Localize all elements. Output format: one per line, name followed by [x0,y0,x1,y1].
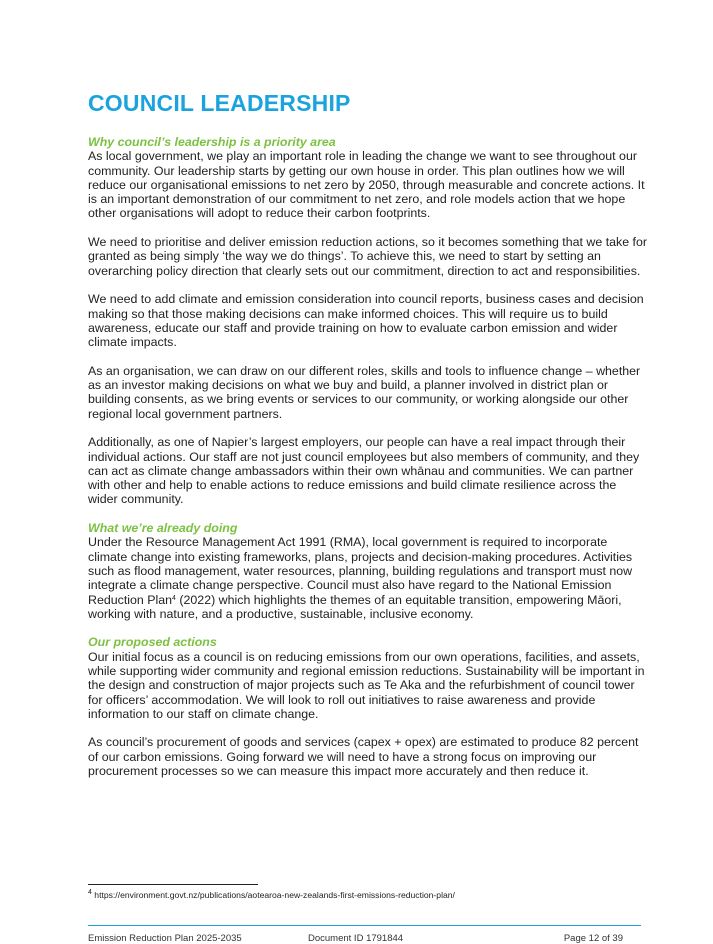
footer-document-id: Document ID 1791844 [308,933,404,944]
paragraph: We need to prioritise and deliver emission reduction actions, so it becomes something that we take for granted as being simply ‘the way we do things’. To achieve this, we need to start by setting an overarching policy direction that clearly sets out our commitment, direction to act and responsibilities. [88,235,648,278]
footer-document-title: Emission Reduction Plan 2025-2035 [88,933,242,944]
paragraph: As an organisation, we can draw on our different roles, skills and tools to influence change – whether as an investor making decisions on what we buy and build, a planner involved in district plan or building consents, as we bring events or services to our community, or working alongside our other regional local government partners. [88,363,641,421]
footnote-divider [88,884,258,885]
page-title: COUNCIL LEADERSHIP [88,90,351,116]
footnote-number: 4 [88,889,92,896]
footnote-link[interactable]: https://environment.govt.nz/publications/aotearoa-new-zealands-first-emissions-reduction-plan/ [91,890,455,900]
paragraph: Additionally, as one of Napier’s largest employers, our people can have a real impact through their individual actions. Our staff are not just council employees but also members of community, and they can act as climate change ambassadors within their own whānau and communities. We can partner with other and help to enable actions to reduce emissions and build climate resilience across the wider community. [88,435,640,507]
footer-page-number: Page 12 of 39 [563,933,623,944]
paragraph: As council’s procurement of goods and services (capex + opex) are estimated to produce 82 percent of our carbon emissions. Going forward we will need to have a strong focus on improving our procurement processes so we can measure this impact more accurately and then reduce it. [88,735,639,779]
section-heading-proposed-actions: Our proposed actions [88,635,217,650]
footnote-reference[interactable]: 4 [172,594,176,602]
paragraph: As local government, we play an important role in leading the change we want to see throughout our community. Our leadership starts by getting our own house in order. This plan outlines how we will reduce our organisational emissions to net zero by 2050, through measurable and concrete actions. It is an important demonstration of our commitment to net zero, and role models action that we hope other organisations will adopt to reduce their carbon footprints. [88,149,645,221]
paragraph-text: (2022) which highlights the themes of an equitable transition, empowering Māori, working with nature, and a productive, sustainable, inclusive economy. [88,592,622,621]
section-heading-why: Why council’s leadership is a priority area [88,135,336,149]
section-heading-already-doing: What we’re already doing [88,521,238,536]
paragraph-text: Under the Resource Management Act 1991 (RMA), local government is required to incorporate climate change into existing frameworks, plans, projects and decision-making procedures. Activities such as flood management, water resources, planning, building regulations and transport must now integrate a climate change perspective. Council must also have regard to the National Emission Reduction Plan [88,535,633,607]
paragraph: Our initial focus as a council is on reducing emissions from our own operations, facilities, and assets, while supporting wider community and regional emission reductions. Sustainability will be important in the design and construction of major projects such as Te Aka and the refurbishment of council tower for officers’ accommodation. We will look to roll out initiatives to raise awareness and provide information to our staff on climate change. [88,649,645,721]
footnote [88,890,455,900]
main-content [88,135,648,778]
paragraph-rma [88,535,648,621]
paragraph: We need to add climate and emission consideration into council reports, business cases and decision making so that those making decisions can make informed choices. This will require us to build awareness, educate our staff and provide training on how to evaluate carbon emission and wider climate impacts. [88,292,644,350]
footer-divider [88,925,641,926]
